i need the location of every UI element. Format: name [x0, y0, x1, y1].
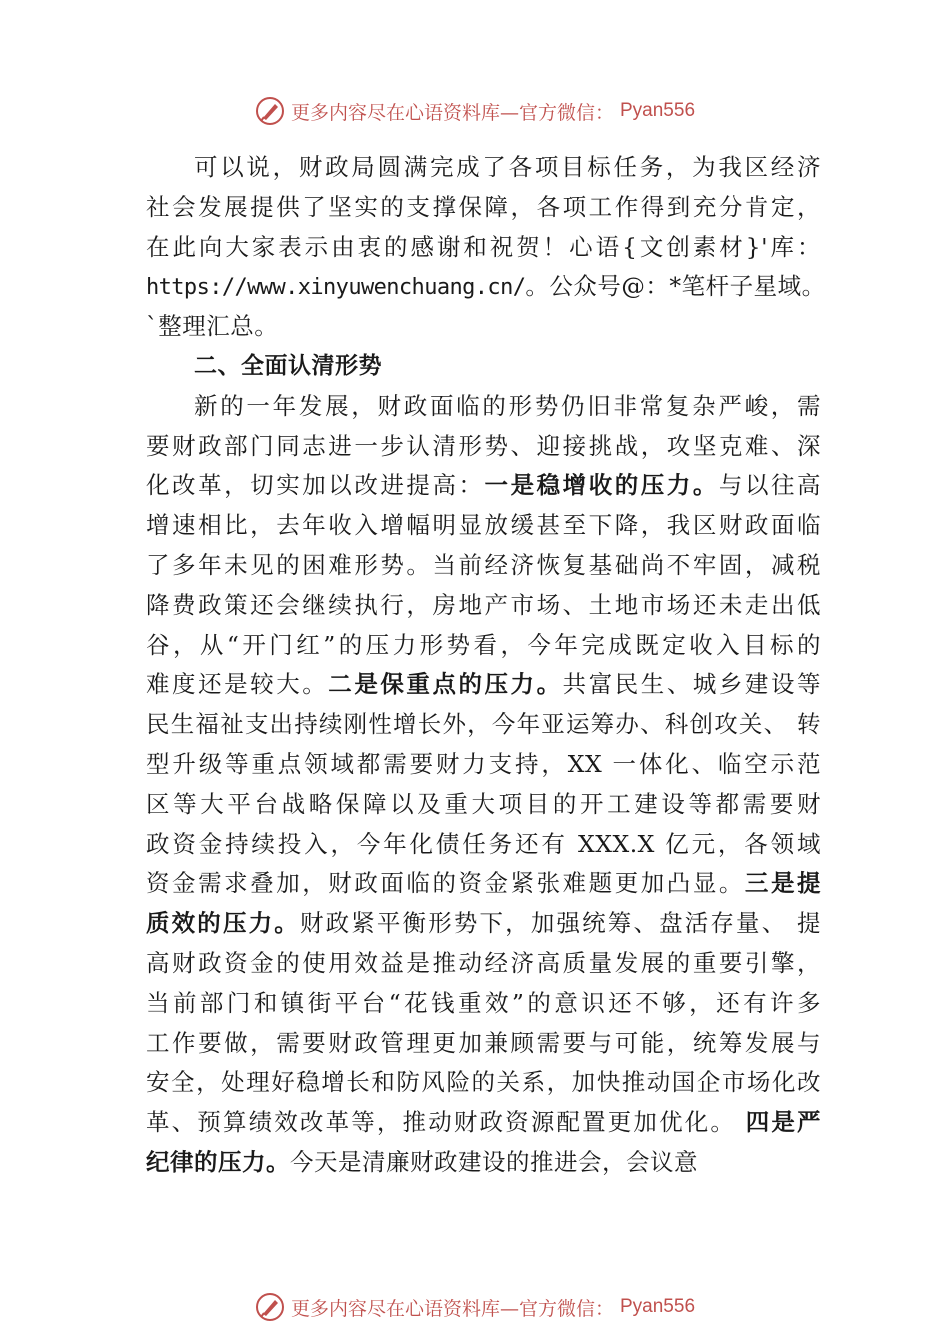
text-line: 当前部门和镇街平台“花钱重效”的意识还不够，还有许多 [146, 988, 821, 1017]
text-line [146, 1143, 821, 1183]
text-line: 增速相比，去年收入增幅明显放缓甚至下降，我区财政面临 [146, 511, 821, 540]
text-segment: 。公众号@：*笔杆子星域。 [525, 272, 826, 301]
header-wechat-id: Pyan556 [620, 100, 696, 121]
footer-wechat-id: Pyan556 [620, 1296, 696, 1317]
text-segment: 资金需求叠加，财政面临的资金紧张难题更加凸显。 [146, 869, 745, 898]
text-line [146, 267, 826, 307]
bold-point-2: 二是保重点的压力。 [328, 670, 563, 699]
text-segment: 今天是清廉财政建设的推进会，会议意 [290, 1147, 698, 1176]
footer-banner-text: 更多内容尽在心语资料库—官方微信： [290, 1297, 614, 1320]
text-line [146, 665, 821, 705]
text-segment: 共富民生、城乡建设等 [562, 670, 822, 699]
header-banner-text: 更多内容尽在心语资料库—官方微信： [290, 101, 614, 124]
text-line: `整理汇总。 [146, 312, 279, 341]
text-segment: 难度还是较大。 [146, 670, 329, 699]
text-line: 降费政策还会继续执行，房地产市场、土地市场还未走出低 [146, 590, 821, 619]
bold-point-3-end: 质效的压力。 [146, 909, 300, 938]
text-segment: 财政紧平衡形势下，加强统筹、盘活存量、 提 [299, 909, 821, 938]
text-line: 要财政部门同志进一步认清形势、迎接挑战，攻坚克难、深 [146, 431, 821, 460]
quill-logo-icon [255, 96, 285, 126]
text-line: 型升级等重点领域都需要财力支持，XX 一体化、临空示范 [146, 749, 821, 778]
text-line: 工作要做，需要财政管理更加兼顾需要与可能，统筹发展与 [146, 1028, 821, 1057]
text-line: 高财政资金的使用效益是推动经济高质量发展的重要引擎， [146, 948, 821, 977]
text-line [146, 1103, 821, 1143]
text-line: 区等大平台战略保障以及重大项目的开工建设等都需要财 [146, 789, 821, 818]
text-line: 民生福祉支出持续刚性增长外，今年亚运筹办、科创攻关、 转 [146, 710, 821, 739]
section-heading: 二、全面认清形势 [194, 352, 382, 379]
bold-point-1: 一是稳增收的压力。 [484, 471, 719, 500]
bold-point-4-start: 四是严 [745, 1108, 821, 1137]
text-line: 可以说，财政局圆满完成了各项目标任务，为我区经济 [194, 153, 821, 181]
website-url: https://www.xinyuwenchuang.cn/ [146, 275, 526, 301]
text-line: 安全，处理好稳增长和防风险的关系，加快推动国企市场化改 [146, 1068, 821, 1097]
text-line: 了多年未见的困难形势。当前经济恢复基础尚不牢固，减税 [146, 550, 821, 579]
document-body [146, 148, 826, 1183]
footer-banner [0, 1292, 950, 1322]
quill-logo-icon [255, 1292, 285, 1322]
text-line [146, 466, 821, 506]
bold-point-3-start: 三是提 [744, 869, 822, 898]
text-line: 谷，从“开门红”的压力形势看，今年完成既定收入目标的 [146, 630, 821, 659]
text-line: 在此向大家表示由衷的感谢和祝贺！心语{文创素材}'库： [146, 232, 821, 261]
header-banner [0, 96, 950, 126]
text-line: 新的一年发展，财政面临的形势仍旧非常复杂严峻，需 [194, 391, 821, 420]
bold-point-4-end: 纪律的压力。 [146, 1147, 290, 1176]
text-line: 政资金持续投入，今年化债任务还有 XXX.X 亿元，各领域 [146, 829, 821, 858]
text-segment: 革、预算绩效改革等，推动财政资源配置更加优化。 [146, 1108, 746, 1137]
text-line [146, 864, 821, 904]
text-line [146, 904, 821, 944]
text-segment: 化改革，切实加以改进提高： [146, 471, 485, 500]
text-segment: 与以往高 [718, 471, 822, 500]
text-line: 社会发展提供了坚实的支撑保障，各项工作得到充分肯定， [146, 192, 821, 221]
